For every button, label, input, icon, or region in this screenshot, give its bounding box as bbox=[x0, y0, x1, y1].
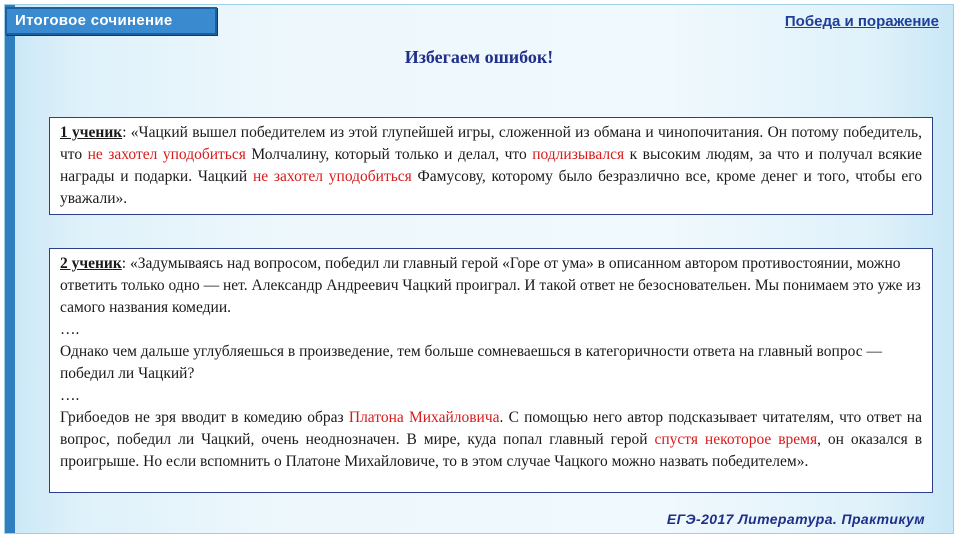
student-2-box bbox=[49, 248, 933, 493]
left-rail bbox=[5, 5, 15, 533]
student-1-label: 1 ученик bbox=[60, 124, 123, 141]
highlight: подлизывался bbox=[532, 146, 625, 163]
slide bbox=[4, 4, 954, 534]
section-badge: Итоговое сочинение bbox=[5, 7, 217, 35]
student-1-text: к высоким людям, за что и получал всякие награды и подарки. Чацкий bbox=[60, 146, 922, 185]
student-2-text: Грибоедов не зря вводит в комедию образ bbox=[60, 409, 349, 426]
highlight: Платона Михайловича bbox=[348, 409, 500, 426]
ellipsis: …. bbox=[60, 387, 80, 404]
highlight: спустя некоторое время bbox=[654, 431, 818, 448]
student-2-paragraph-1 bbox=[60, 253, 922, 319]
student-1-text: : «Чацкий вышел победителем из этой глупейшей игры, сложенной из обмана и чинопочитания. Он потому победитель, что bbox=[60, 124, 922, 163]
highlight: не захотел уподобиться bbox=[87, 146, 246, 163]
footer-caption: ЕГЭ-2017 Литература. Практикум bbox=[666, 511, 925, 527]
student-1-text: Фамусову, которому было безразлично все, кроме денег и того, чтобы его уважали». bbox=[60, 168, 922, 207]
student-2-paragraph-3 bbox=[60, 407, 922, 473]
student-2-text: : «Задумываясь над вопросом, победил ли главный герой «Горе от ума» в описанном автором противостоянии, можно ответить только одно — нет. Александр Андреевич Чацкий проиграл. И такой ответ не безосновательен. Мы понимаем это уже из самого названия комедии. bbox=[60, 255, 921, 316]
student-2-paragraph-2: Однако чем дальше углубляешься в произведение, тем больше сомневаешься в категоричности ответа на главный вопрос — победил ли Чацкий? bbox=[60, 343, 882, 382]
student-1-text: Молчалину, который только и делал, что bbox=[245, 146, 533, 163]
student-1-box bbox=[49, 117, 933, 215]
topic-title: Победа и поражение bbox=[784, 13, 939, 30]
highlight: не захотел уподобиться bbox=[252, 168, 412, 185]
student-2-label: 2 ученик bbox=[60, 255, 122, 272]
slide-heading: Избегаем ошибок! bbox=[404, 47, 554, 67]
student-2-text: , он оказался в проигрыше. Но если вспомнить о Платоне Михайловиче, то в этом случае Чацкого можно назвать победителем». bbox=[60, 431, 923, 470]
ellipsis: …. bbox=[60, 321, 80, 338]
student-2-text: . С помощью него автор подсказывает читателям, что ответ на вопрос, победил ли Чацкий, очень неоднозначен. В мире, куда попал главный герой bbox=[60, 409, 922, 448]
